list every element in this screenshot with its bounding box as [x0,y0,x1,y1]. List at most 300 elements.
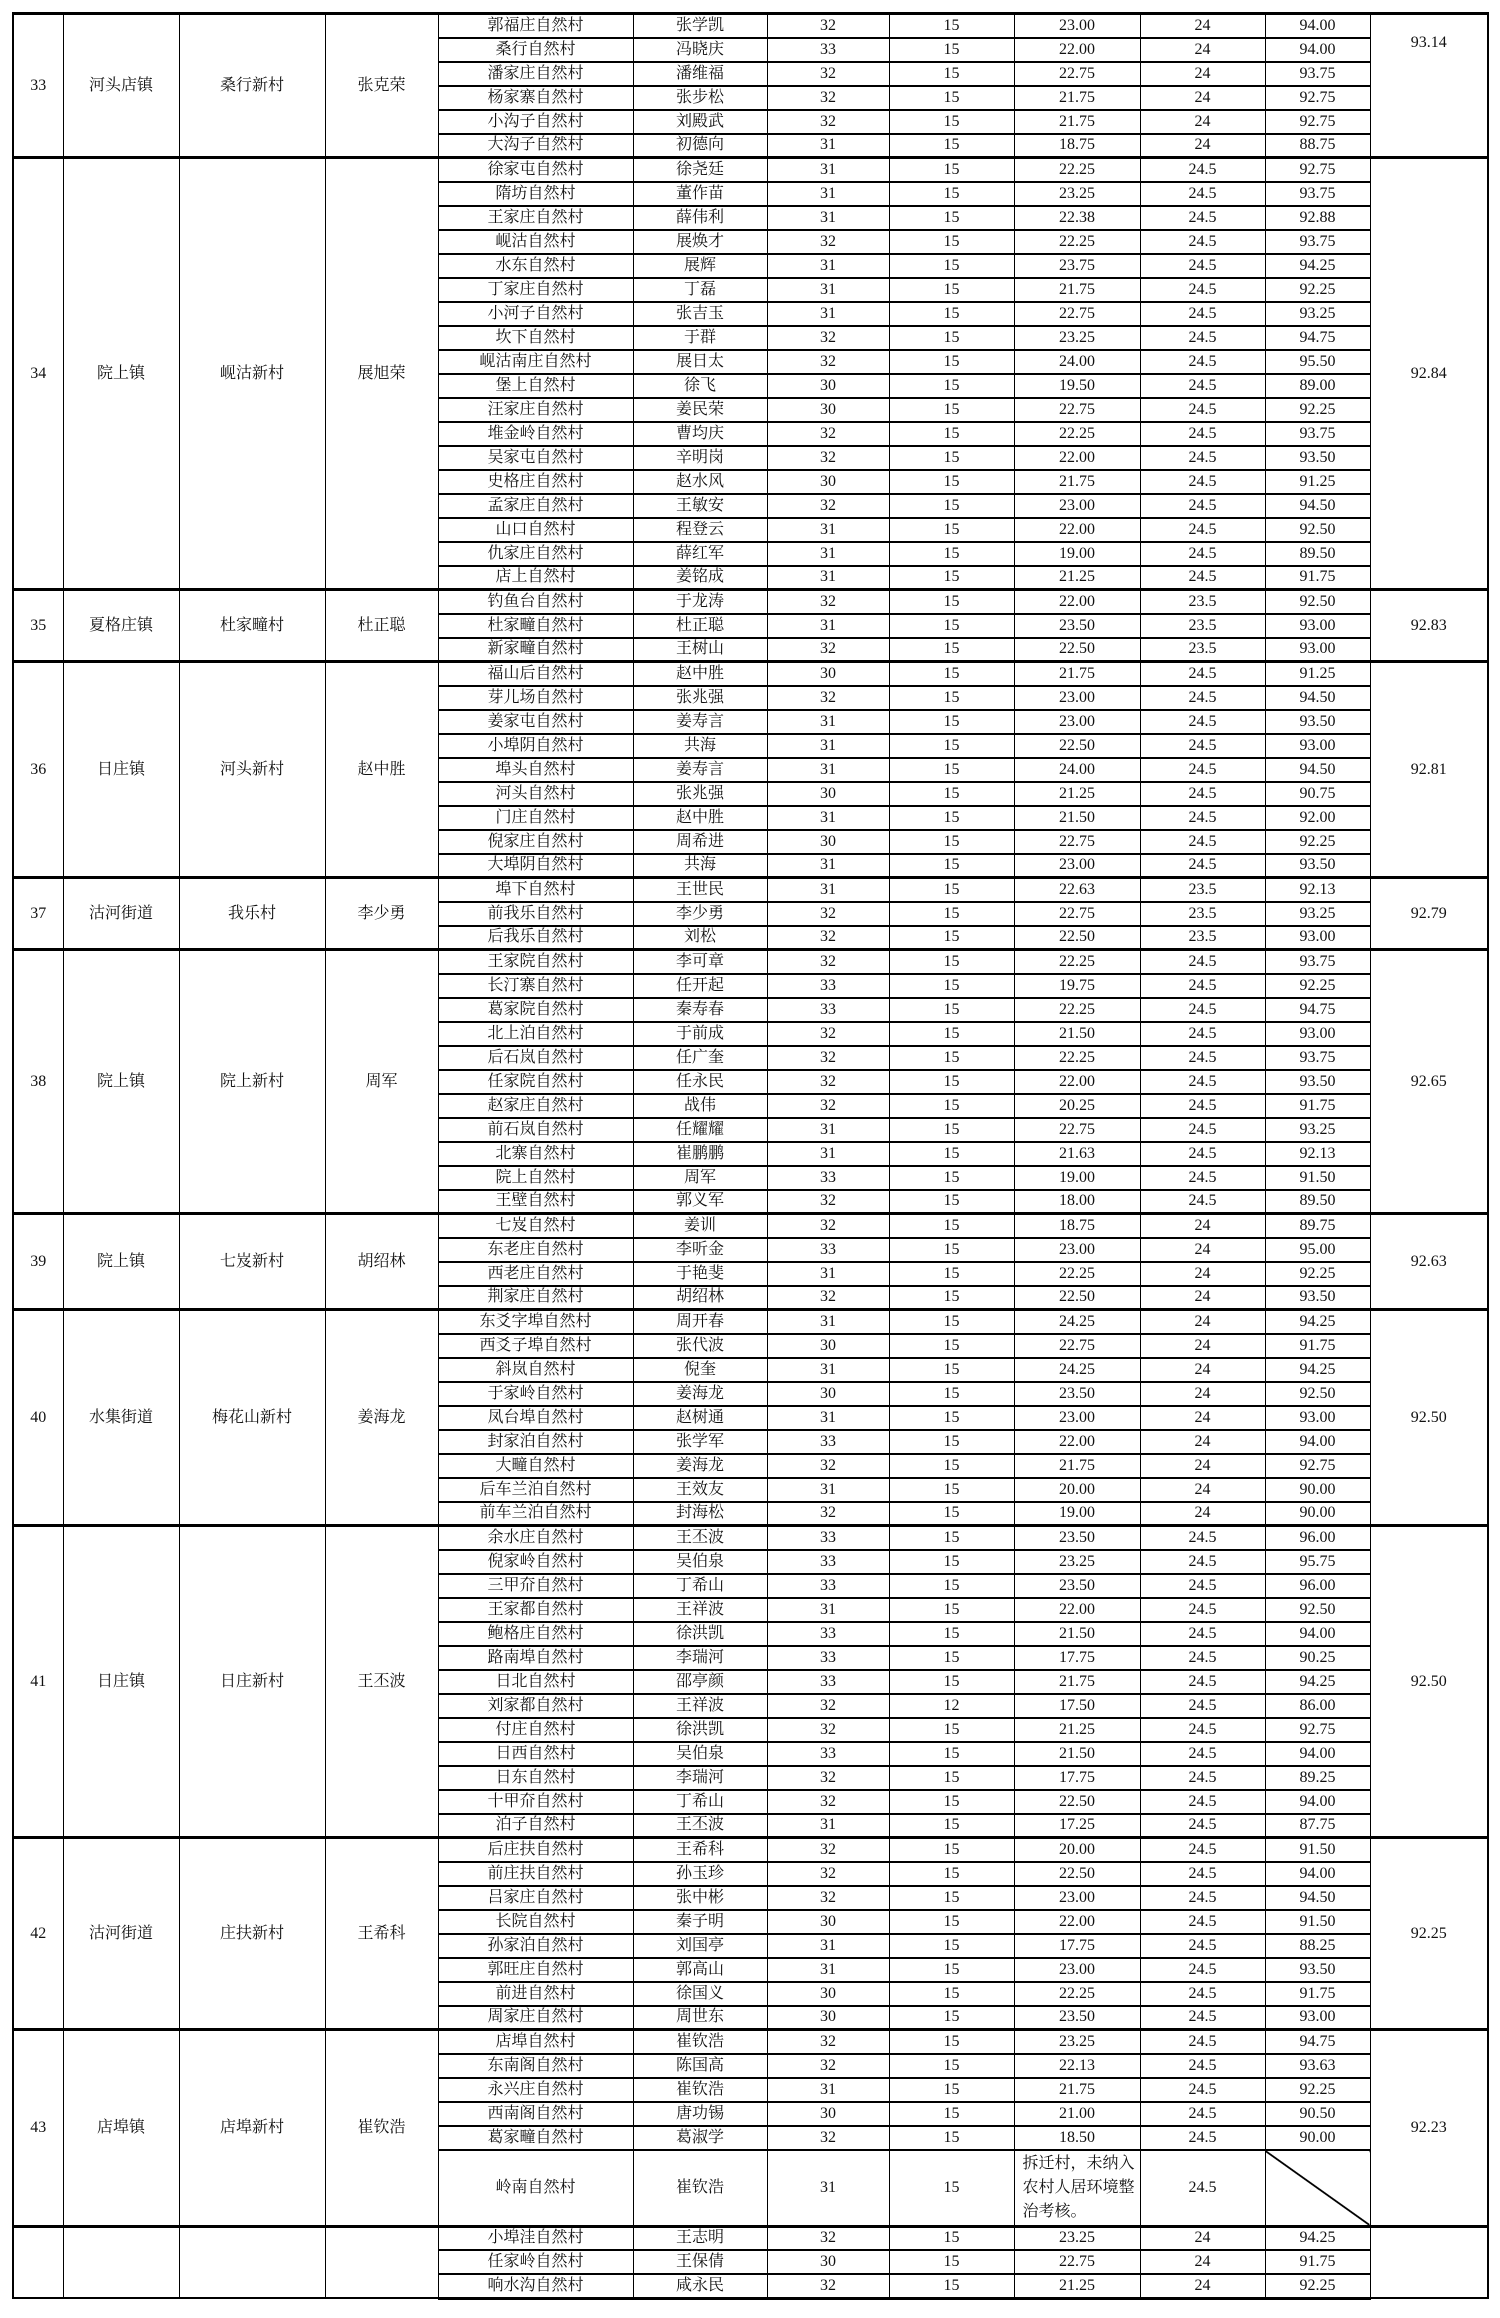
score-2-cell: 15 [889,158,1014,182]
score-4-cell: 24.5 [1140,350,1265,374]
total-score-cell: 96.00 [1265,1574,1370,1598]
total-score-cell: 93.75 [1265,950,1370,974]
score-4-cell: 24.5 [1140,230,1265,254]
natural-village-cell: 小沟子自然村 [438,110,633,134]
natural-village-cell: 付庄自然村 [438,1718,633,1742]
score-1-cell: 33 [767,1574,889,1598]
score-2-cell: 15 [889,1646,1014,1670]
score-1-cell: 32 [767,1886,889,1910]
natural-village-cell: 凤台埠自然村 [438,1406,633,1430]
score-1-cell: 30 [767,374,889,398]
score-4-cell: 24.5 [1140,1622,1265,1646]
score-2-cell: 15 [889,1886,1014,1910]
score-1-cell: 32 [767,230,889,254]
leader-cell: 王希科 [325,1838,438,2030]
score-2-cell: 15 [889,1670,1014,1694]
new-village-cell: 梅花山新村 [179,1310,325,1526]
contact-person-cell: 丁希山 [633,1790,767,1814]
score-1-cell: 32 [767,1286,889,1310]
score-2-cell: 15 [889,1718,1014,1742]
score-3-cell: 19.00 [1014,542,1140,566]
score-2-cell: 15 [889,662,1014,686]
score-2-cell: 15 [889,254,1014,278]
score-4-cell: 24.5 [1140,2030,1265,2054]
contact-person-cell: 赵中胜 [633,806,767,830]
score-4-cell: 24.5 [1140,566,1265,590]
town-cell: 院上镇 [63,950,179,1214]
score-3-cell: 23.00 [1014,710,1140,734]
score-4-cell: 24.5 [1140,2078,1265,2102]
contact-person-cell: 任永民 [633,1070,767,1094]
score-3-cell: 23.00 [1014,494,1140,518]
village-score-table [12,12,1489,2300]
natural-village-cell: 响水沟自然村 [438,2274,633,2298]
score-1-cell: 32 [767,2126,889,2150]
total-score-cell: 93.75 [1265,1046,1370,1070]
score-3-cell: 21.75 [1014,470,1140,494]
contact-person-cell: 崔钦浩 [633,2030,767,2054]
score-3-cell: 22.50 [1014,638,1140,662]
score-4-cell: 24.5 [1140,422,1265,446]
new-village-cell: 店埠新村 [179,2030,325,2227]
contact-person-cell: 王希科 [633,1838,767,1862]
natural-village-cell: 汪家庄自然村 [438,398,633,422]
natural-village-cell: 后庄扶自然村 [438,1838,633,1862]
seq-cell: 42 [13,1838,63,2030]
score-2-cell: 15 [889,830,1014,854]
total-score-cell: 96.00 [1265,1526,1370,1550]
leader-cell: 李少勇 [325,878,438,950]
score-4-cell: 24.5 [1140,974,1265,998]
score-3-cell: 24.00 [1014,350,1140,374]
total-score-cell: 93.75 [1265,182,1370,206]
score-4-cell: 24.5 [1140,2102,1265,2126]
score-4-cell: 24.5 [1140,374,1265,398]
score-2-cell: 15 [889,182,1014,206]
score-2-cell: 15 [889,206,1014,230]
score-4-cell: 24.5 [1140,1934,1265,1958]
score-3-cell: 21.50 [1014,1022,1140,1046]
seq-cell: 33 [13,14,63,158]
score-4-cell: 24.5 [1140,254,1265,278]
total-score-cell: 92.25 [1265,2274,1370,2298]
score-2-cell: 15 [889,1862,1014,1886]
score-2-cell: 15 [889,2226,1014,2250]
total-score-cell: 92.50 [1265,518,1370,542]
score-1-cell: 32 [767,1718,889,1742]
average-score-cell: 92.63 [1370,1214,1488,1310]
score-3-cell: 18.00 [1014,1190,1140,1214]
total-score-cell: 87.75 [1265,1814,1370,1838]
total-score-cell: 93.50 [1265,1070,1370,1094]
natural-village-cell: 潘家庄自然村 [438,62,633,86]
total-score-cell: 92.75 [1265,1718,1370,1742]
contact-person-cell: 崔鹏鹏 [633,1142,767,1166]
score-3-cell: 23.25 [1014,326,1140,350]
total-score-cell: 92.25 [1265,2078,1370,2102]
natural-village-cell: 大疃自然村 [438,1454,633,1478]
natural-village-cell: 新家疃自然村 [438,638,633,662]
natural-village-cell: 倪家岭自然村 [438,1550,633,1574]
score-3-cell: 21.50 [1014,806,1140,830]
score-4-cell: 24.5 [1140,710,1265,734]
score-1-cell: 30 [767,782,889,806]
score-2-cell: 15 [889,686,1014,710]
contact-person-cell: 王树山 [633,638,767,662]
seq-cell: 36 [13,662,63,878]
score-1-cell: 32 [767,902,889,926]
contact-person-cell: 周世东 [633,2006,767,2030]
total-score-cell: 92.50 [1265,1598,1370,1622]
score-3-cell: 22.25 [1014,998,1140,1022]
natural-village-cell: 山口自然村 [438,518,633,542]
total-score-cell: 93.50 [1265,446,1370,470]
score-3-cell: 22.50 [1014,926,1140,950]
leader-cell: 杜正聪 [325,590,438,662]
score-2-cell: 15 [889,1406,1014,1430]
total-score-cell: 92.00 [1265,806,1370,830]
natural-village-cell: 永兴庄自然村 [438,2078,633,2102]
leader-cell: 张克荣 [325,14,438,158]
natural-village-cell: 姜家屯自然村 [438,710,633,734]
natural-village-cell: 郭旺庄自然村 [438,1958,633,1982]
score-4-cell: 24 [1140,2274,1265,2298]
score-4-cell: 24.5 [1140,2006,1265,2030]
score-4-cell: 24.5 [1140,662,1265,686]
total-score-cell: 89.50 [1265,542,1370,566]
natural-village-cell: 徐家屯自然村 [438,158,633,182]
total-score-cell: 90.00 [1265,1478,1370,1502]
score-3-cell: 17.25 [1014,1814,1140,1838]
contact-person-cell: 任广奎 [633,1046,767,1070]
town-cell: 河头店镇 [63,14,179,158]
score-2-cell: 15 [889,2102,1014,2126]
score-1-cell: 30 [767,2006,889,2030]
score-3-cell: 20.25 [1014,1094,1140,1118]
total-score-cell: 94.25 [1265,2226,1370,2250]
total-score-cell: 92.25 [1265,1262,1370,1286]
score-3-cell: 20.00 [1014,1478,1140,1502]
score-2-cell: 12 [889,1694,1014,1718]
score-4-cell: 24.5 [1140,1790,1265,1814]
score-2-cell: 15 [889,1478,1014,1502]
score-2-cell: 15 [889,398,1014,422]
score-2-cell: 15 [889,854,1014,878]
score-4-cell: 24.5 [1140,998,1265,1022]
score-3-cell: 19.50 [1014,374,1140,398]
total-score-cell: 90.75 [1265,782,1370,806]
score-2-cell: 15 [889,1022,1014,1046]
natural-village-cell: 于家岭自然村 [438,1382,633,1406]
score-1-cell: 31 [767,2078,889,2102]
score-1-cell: 32 [767,1094,889,1118]
contact-person-cell: 崔钦浩 [633,2078,767,2102]
score-4-cell: 24.5 [1140,1598,1265,1622]
score-4-cell: 24 [1140,1310,1265,1334]
town-cell: 院上镇 [63,1214,179,1310]
new-village-cell: 我乐村 [179,878,325,950]
new-village-cell: 杜家疃村 [179,590,325,662]
score-1-cell: 32 [767,62,889,86]
score-2-cell: 15 [889,878,1014,902]
score-1-cell: 30 [767,398,889,422]
contact-person-cell: 杜正聪 [633,614,767,638]
score-2-cell: 15 [889,1430,1014,1454]
total-score-cell: 93.25 [1265,902,1370,926]
town-cell: 日庄镇 [63,1526,179,1838]
contact-person-cell: 王丕波 [633,1814,767,1838]
score-4-cell: 24.5 [1140,518,1265,542]
total-score-cell: 94.75 [1265,2030,1370,2054]
contact-person-cell: 张兆强 [633,782,767,806]
contact-person-cell: 李瑞河 [633,1766,767,1790]
score-4-cell: 24 [1140,1286,1265,1310]
natural-village-cell: 鲍格庄自然村 [438,1622,633,1646]
contact-person-cell: 胡绍林 [633,1286,767,1310]
natural-village-cell: 水东自然村 [438,254,633,278]
score-2-cell: 15 [889,566,1014,590]
total-score-cell: 93.75 [1265,230,1370,254]
total-score-cell: 92.25 [1265,398,1370,422]
natural-village-cell: 前石岚自然村 [438,1118,633,1142]
score-1-cell: 32 [767,2274,889,2298]
score-3-cell: 18.75 [1014,1214,1140,1238]
score-2-cell: 15 [889,1334,1014,1358]
contact-person-cell: 王世民 [633,878,767,902]
score-4-cell: 24.5 [1140,1910,1265,1934]
seq-cell: 34 [13,158,63,590]
contact-person-cell: 姜寿言 [633,710,767,734]
town-cell: 夏格庄镇 [63,590,179,662]
score-1-cell: 32 [767,1022,889,1046]
natural-village-cell: 十甲夼自然村 [438,1790,633,1814]
total-score-cell: 91.50 [1265,1910,1370,1934]
leader-cell: 姜海龙 [325,1310,438,1526]
score-1-cell: 31 [767,1118,889,1142]
score-1-cell: 33 [767,1238,889,1262]
score-3-cell: 22.00 [1014,1598,1140,1622]
score-2-cell: 15 [889,1190,1014,1214]
contact-person-cell: 徐洪凯 [633,1622,767,1646]
contact-person-cell: 倪奎 [633,1358,767,1382]
score-3-cell: 21.25 [1014,1718,1140,1742]
natural-village-cell: 埠下自然村 [438,878,633,902]
total-score-cell: 89.50 [1265,1190,1370,1214]
total-score-cell: 92.50 [1265,1382,1370,1406]
natural-village-cell: 吴家屯自然村 [438,446,633,470]
score-4-cell: 24.5 [1140,1862,1265,1886]
score-2-cell: 15 [889,1766,1014,1790]
score-2-cell: 15 [889,1598,1014,1622]
score-1-cell: 32 [767,446,889,470]
score-3-cell: 22.75 [1014,302,1140,326]
contact-person-cell: 徐洪凯 [633,1718,767,1742]
score-1-cell: 31 [767,206,889,230]
natural-village-cell: 赵家庄自然村 [438,1094,633,1118]
score-2-cell: 15 [889,542,1014,566]
score-2-cell: 15 [889,902,1014,926]
table-row [13,1214,1488,1238]
contact-person-cell: 王祥波 [633,1694,767,1718]
total-score-cell: 91.75 [1265,1094,1370,1118]
score-2-cell: 15 [889,2274,1014,2298]
total-score-cell: 94.50 [1265,494,1370,518]
contact-person-cell: 姜训 [633,1214,767,1238]
contact-person-cell: 赵中胜 [633,662,767,686]
total-score-cell: 90.00 [1265,1502,1370,1526]
contact-person-cell: 程登云 [633,518,767,542]
score-1-cell: 31 [767,854,889,878]
total-score-cell: 92.75 [1265,110,1370,134]
total-score-cell: 93.50 [1265,1286,1370,1310]
score-3-cell: 22.75 [1014,1118,1140,1142]
score-1-cell: 30 [767,1382,889,1406]
average-score-cell: 92.65 [1370,950,1488,1214]
score-2-cell: 15 [889,926,1014,950]
natural-village-cell: 日西自然村 [438,1742,633,1766]
score-1-cell: 31 [767,1262,889,1286]
score-2-cell: 15 [889,302,1014,326]
score-2-cell: 15 [889,1958,1014,1982]
score-1-cell: 31 [767,518,889,542]
total-score-cell: 89.00 [1265,374,1370,398]
score-2-cell: 15 [889,374,1014,398]
natural-village-cell: 小河子自然村 [438,302,633,326]
seq-cell: 37 [13,878,63,950]
average-score-cell: 92.84 [1370,158,1488,590]
score-4-cell: 24.5 [1140,2126,1265,2150]
total-score-cell: 95.75 [1265,1550,1370,1574]
score-1-cell: 33 [767,1430,889,1454]
score-2-cell: 15 [889,758,1014,782]
score-1-cell: 30 [767,1910,889,1934]
score-2-cell: 15 [889,134,1014,158]
score-3-cell: 22.25 [1014,1046,1140,1070]
total-score-cell: 94.50 [1265,758,1370,782]
seq-cell: 43 [13,2030,63,2227]
score-2-cell: 15 [889,1910,1014,1934]
natural-village-cell: 北上泊自然村 [438,1022,633,1046]
score-4-cell: 23.5 [1140,590,1265,614]
natural-village-cell: 泊子自然村 [438,1814,633,1838]
total-score-cell: 94.00 [1265,1742,1370,1766]
natural-village-cell: 长汀寨自然村 [438,974,633,998]
natural-village-cell: 孟家庄自然村 [438,494,633,518]
score-1-cell: 30 [767,1334,889,1358]
total-score-cell: 91.50 [1265,1838,1370,1862]
score-2-cell: 15 [889,974,1014,998]
score-3-cell: 22.25 [1014,422,1140,446]
natural-village-cell: 西老庄自然村 [438,1262,633,1286]
score-1-cell: 31 [767,1406,889,1430]
score-1-cell: 30 [767,2102,889,2126]
score-4-cell: 24 [1140,38,1265,62]
total-score-cell: 94.25 [1265,1358,1370,1382]
natural-village-cell: 桑行自然村 [438,38,633,62]
natural-village-cell: 芽儿场自然村 [438,686,633,710]
total-score-cell: 94.00 [1265,1430,1370,1454]
contact-person-cell: 咸永民 [633,2274,767,2298]
score-1-cell: 33 [767,1166,889,1190]
contact-person-cell: 周开春 [633,1310,767,1334]
score-1-cell: 32 [767,1502,889,1526]
natural-village-cell: 东爻字埠自然村 [438,1310,633,1334]
contact-person-cell: 张学凯 [633,14,767,38]
score-3-cell: 22.50 [1014,734,1140,758]
score-3-cell: 22.75 [1014,2250,1140,2274]
score-2-cell: 15 [889,782,1014,806]
natural-village-cell: 前庄扶自然村 [438,1862,633,1886]
seq-cell: 38 [13,950,63,1214]
score-3-cell: 21.25 [1014,2274,1140,2298]
score-1-cell: 31 [767,614,889,638]
town-cell: 沽河街道 [63,1838,179,2030]
total-score-cell: 94.25 [1265,1310,1370,1334]
score-3-cell: 22.75 [1014,1334,1140,1358]
total-score-cell: 91.75 [1265,2250,1370,2274]
score-1-cell: 31 [767,158,889,182]
average-score-cell: 92.50 [1370,1526,1488,1838]
score-2-cell: 15 [889,638,1014,662]
contact-person-cell: 吴伯泉 [633,1742,767,1766]
natural-village-cell: 孙家泊自然村 [438,1934,633,1958]
average-score-cell: 92.23 [1370,2030,1488,2227]
score-3-cell: 22.00 [1014,518,1140,542]
town-cell: 日庄镇 [63,662,179,878]
score-4-cell: 24 [1140,14,1265,38]
contact-person-cell: 郭高山 [633,1958,767,1982]
natural-village-cell: 东南阁自然村 [438,2054,633,2078]
contact-person-cell: 王保倩 [633,2250,767,2274]
score-2-cell: 15 [889,422,1014,446]
contact-person-cell: 董作苗 [633,182,767,206]
score-2-cell: 15 [889,1574,1014,1598]
score-4-cell: 24.5 [1140,1670,1265,1694]
average-score-cell: 93.14 [1370,14,1488,158]
score-4-cell: 24.5 [1140,470,1265,494]
total-score-cell: 93.63 [1265,2054,1370,2078]
natural-village-cell: 前进自然村 [438,1982,633,2006]
score-3-cell: 18.50 [1014,2126,1140,2150]
score-1-cell: 32 [767,2030,889,2054]
score-4-cell: 24 [1140,1454,1265,1478]
total-score-cell: 91.25 [1265,662,1370,686]
score-4-cell: 23.5 [1140,614,1265,638]
contact-person-cell: 陈国高 [633,2054,767,2078]
total-score-cell: 88.25 [1265,1934,1370,1958]
natural-village-cell: 西爻子埠自然村 [438,1334,633,1358]
score-4-cell: 24.5 [1140,854,1265,878]
score-2-cell: 15 [889,1262,1014,1286]
contact-person-cell: 李听金 [633,1238,767,1262]
contact-person-cell: 姜海龙 [633,1454,767,1478]
score-4-cell: 24 [1140,110,1265,134]
score-3-cell: 23.00 [1014,1886,1140,1910]
score-1-cell: 31 [767,542,889,566]
total-score-cell: 93.50 [1265,1958,1370,1982]
score-3-cell: 23.25 [1014,2226,1140,2250]
natural-village-cell: 王家庄自然村 [438,206,633,230]
leader-cell [325,2226,438,2298]
score-4-cell: 24.5 [1140,1742,1265,1766]
score-4-cell: 24.5 [1140,2054,1265,2078]
new-village-cell: 七岌新村 [179,1214,325,1310]
score-2-cell: 15 [889,2006,1014,2030]
score-2-cell: 15 [889,1454,1014,1478]
natural-village-cell: 东老庄自然村 [438,1238,633,1262]
table-row [13,14,1488,38]
score-1-cell: 32 [767,14,889,38]
